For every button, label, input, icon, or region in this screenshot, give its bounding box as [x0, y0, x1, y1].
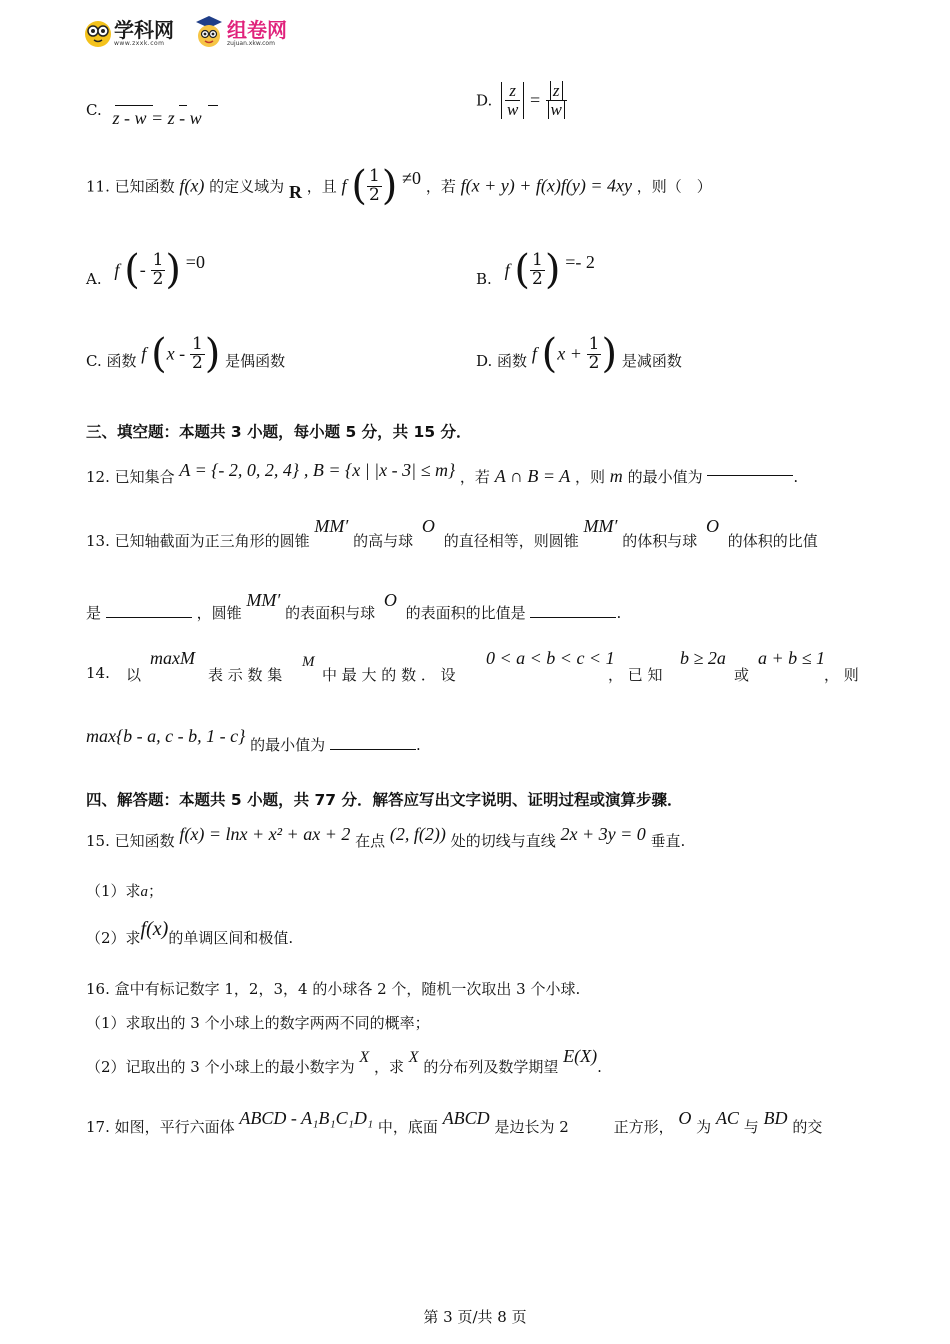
header-logo [84, 12, 314, 54]
q14-stem-line2: max{b - a, c - b, 1 - c} 的最小值为 . [86, 726, 421, 754]
q15-part-2: （2）求f(x)的单调区间和极值. [86, 918, 294, 947]
option-label: D. [476, 91, 493, 110]
answer-blank [330, 735, 416, 750]
q15-part-1: （1）求a； [86, 882, 164, 900]
q17-stem: 17. 如图，平行六面体 ABCD - A₁B₁C₁D₁ 中，底面 ABCD 是边长为 2 正方形， O 为 AC 与 BD 的交 [86, 1108, 823, 1136]
tangent-point: (2, f(2)) [389, 824, 446, 844]
q16-part-1: （1）求取出的 3 个小球上的数字两两不同的概率； [86, 1014, 430, 1032]
q13-stem-line2: 是 ，圆锥 MM′ 的表面积与球 O 的表面积的比值是 . [86, 590, 622, 622]
q11-option-c: C. 函数 f (x - $\frac{1}{2}$ ) 是偶函数 [86, 331, 286, 377]
function-fx: f(x) [179, 175, 205, 196]
q15-stem: 15. 已知函数 f(x) = lnx + x² + ax + 2 在点 (2, f(2)) 处的切线与直线 2x + 3y = 0 垂直. [86, 824, 686, 850]
inequality-chain: 0 < a < b < c < 1 [486, 648, 615, 668]
condition-1: b ≥ 2a [680, 648, 726, 668]
logo-right-url: zujuan.xkw.com [227, 40, 275, 47]
answer-blank [707, 461, 793, 476]
section-3-heading: 三、填空题：本题共 3 小题，每小题 5 分，共 15 分． [86, 423, 472, 441]
parallelepiped-name: ABCD - A₁B₁C₁D₁ [239, 1108, 374, 1128]
option-label: D. 函数 [476, 352, 528, 370]
answer-blank [106, 603, 192, 618]
q16-stem: 16. 盒中有标记数字 1，2，3，4 的小球各 2 个，随机一次取出 3 个小球. [86, 980, 581, 998]
q16-part-2: （2）记取出的 3 个小球上的最小数字为 X ，求 X 的分布列及数学期望 E(X). [86, 1046, 602, 1076]
q12-stem: 12. 已知集合 A = {- 2, 0, 2, 4} , B = {x | |x - 3| ≤ m} ，若 A ∩ B = A ，则 m 的最小值为 . [86, 460, 799, 486]
section-4-heading: 四、解答题：本题共 5 小题，共 77 分．解答应写出文字说明、证明过程或演算步骤． [86, 791, 683, 809]
owl-logo-icon [84, 16, 112, 50]
real-set-symbol: R [288, 182, 302, 202]
functional-equation: f(x + y) + f(x)f(y) = 4xy [460, 175, 632, 196]
max-notation: maxM [150, 648, 195, 668]
q11-stem: 11. 已知函数 f(x) 的定义域为 R ，且 f ( $\frac{1}{2}$ ) ≠0 ，若 f(x + y) + f(x)f(y) = 4xy ，则（ ） [86, 163, 712, 209]
fraction-half: $\frac{1}{2}$ [368, 165, 380, 205]
q11-option-b: B. f ( $\frac{1}{2}$ ) =- 2 [476, 247, 595, 293]
set-b: , B = {x | |x - 3| ≤ m} [303, 460, 456, 480]
option-label: C. 函数 [86, 352, 137, 370]
logo-left-text: 学科网 [114, 18, 174, 42]
q10-option-d [476, 82, 567, 119]
cone-symbol: MM′ [314, 516, 349, 536]
q11-option-a: A. f (- $\frac{1}{2}$ ) =0 [86, 247, 205, 293]
mascot-logo-icon [194, 14, 224, 50]
expectation: E(X) [563, 1046, 598, 1066]
q10-d-expression: $\frac{z}{w}$ = $\frac{z}{w}$ [501, 82, 567, 119]
option-label: B. [476, 270, 492, 288]
q13-stem-line1: 13. 已知轴截面为正三角形的圆锥 MM′ 的高与球 O 的直径相等，则圆锥 MM′ 的体积与球 O 的体积的比值 [86, 516, 818, 550]
q10-c-expression: z - w = z - w [113, 108, 202, 129]
option-label: A. [86, 270, 102, 288]
function-definition: f(x) = lnx + x² + ax + 2 [179, 824, 351, 844]
q11-option-d: D. 函数 f (x + $\frac{1}{2}$ ) 是减函数 [476, 331, 682, 377]
logo-left-url: www.zxxk.com [114, 40, 165, 47]
page-footer: 第 3 页/共 8 页 [423, 1308, 527, 1326]
q10-option-c [86, 98, 202, 128]
max-expression: max{b - a, c - b, 1 - c} [86, 726, 246, 746]
line-equation: 2x + 3y = 0 [560, 824, 646, 844]
answer-blank [530, 603, 616, 618]
logo-right-text: 组卷网 [227, 18, 287, 42]
condition-2: a + b ≤ 1 [758, 648, 826, 668]
sphere-symbol: O [421, 516, 435, 536]
option-label: C. [86, 101, 102, 119]
set-a: A = {- 2, 0, 2, 4} [179, 460, 300, 480]
